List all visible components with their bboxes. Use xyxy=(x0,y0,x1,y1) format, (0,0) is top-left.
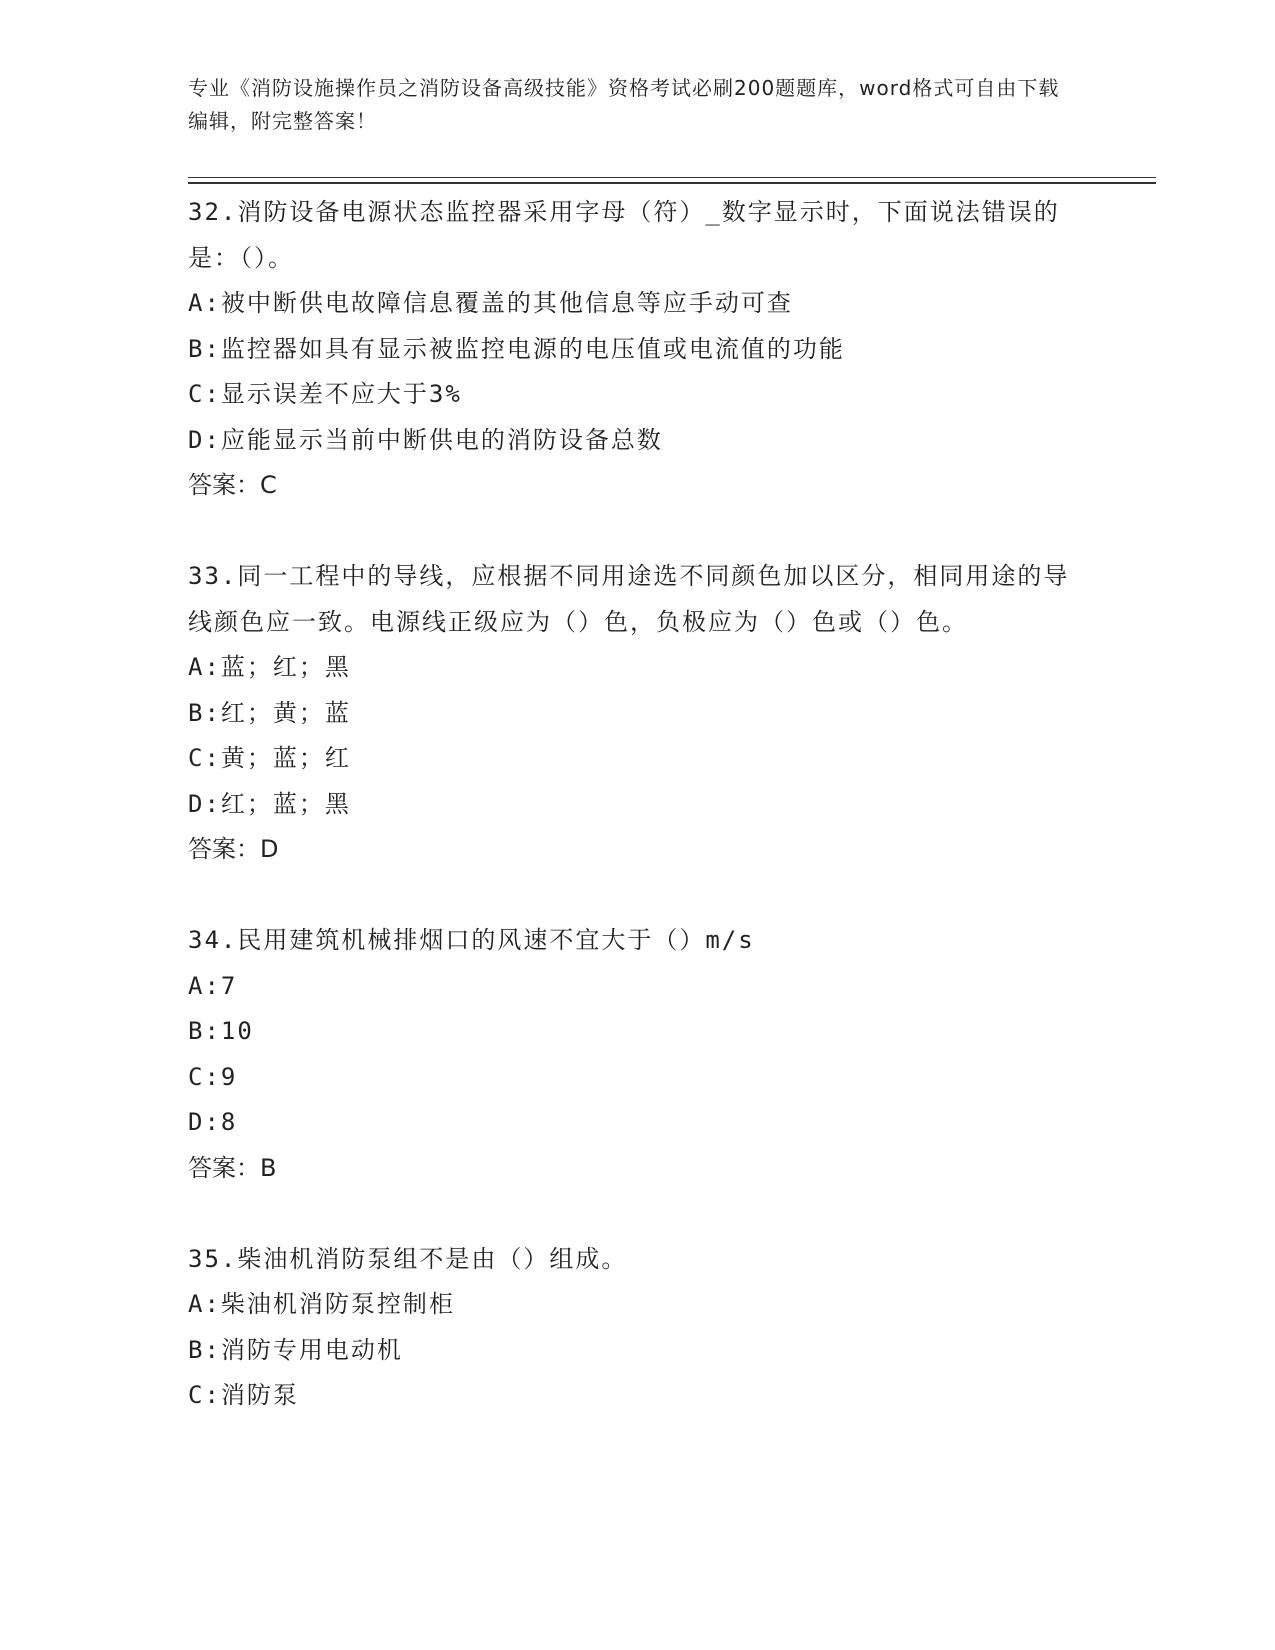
option-b: B:消防专用电动机 xyxy=(188,1335,403,1364)
header-text: 专业《消防设施操作员之消防设备高级技能》资格考试必刷200题题库，word格式可自由下载编辑，附完整答案！ xyxy=(188,76,1060,133)
option-b: B:监控器如具有显示被监控电源的电压值或电流值的功能 xyxy=(188,334,845,363)
option-a: A:7 xyxy=(188,971,238,1000)
option-d: D:8 xyxy=(188,1108,238,1136)
answer: 答案：C xyxy=(188,471,277,499)
question-34 xyxy=(188,918,1088,1191)
option-c: C:9 xyxy=(188,1062,238,1091)
question-stem: 35.柴油机消防泵组不是由（）组成。 xyxy=(188,1244,628,1273)
question-stem: 34.民用建筑机械排烟口的风速不宜大于（）m/s xyxy=(188,926,755,954)
header-divider-thin xyxy=(188,177,1156,178)
option-c: C:消防泵 xyxy=(188,1381,299,1409)
option-a: A:柴油机消防泵控制柜 xyxy=(188,1290,455,1318)
option-b: B:红；黄；蓝 xyxy=(188,698,351,727)
option-c: C:黄；蓝；红 xyxy=(188,744,351,772)
answer: 答案：D xyxy=(188,835,279,863)
header-divider-thick xyxy=(188,182,1156,184)
question-35 xyxy=(188,1237,1088,1419)
option-a: A:被中断供电故障信息覆盖的其他信息等应手动可查 xyxy=(188,289,793,317)
question-33 xyxy=(188,554,1088,873)
question-32 xyxy=(188,190,1088,509)
question-list xyxy=(188,190,1088,1464)
question-stem: 33.同一工程中的导线，应根据不同用途选不同颜色加以区分，相同用途的导线颜色应一致。电源线正级应为（）色，负极应为（）色或（）色。 xyxy=(188,562,1070,636)
option-d: D:红；蓝；黑 xyxy=(188,789,351,818)
question-stem: 32.消防设备电源状态监控器采用字母（符）_数字显示时，下面说法错误的是：（）。 xyxy=(188,198,1060,272)
option-a: A:蓝；红；黑 xyxy=(188,653,351,681)
option-b: B:10 xyxy=(188,1017,254,1045)
document-header xyxy=(188,72,1068,138)
answer: 答案：B xyxy=(188,1153,277,1182)
option-d: D:应能显示当前中断供电的消防设备总数 xyxy=(188,425,663,454)
option-c: C:显示误差不应大于3% xyxy=(188,380,462,408)
